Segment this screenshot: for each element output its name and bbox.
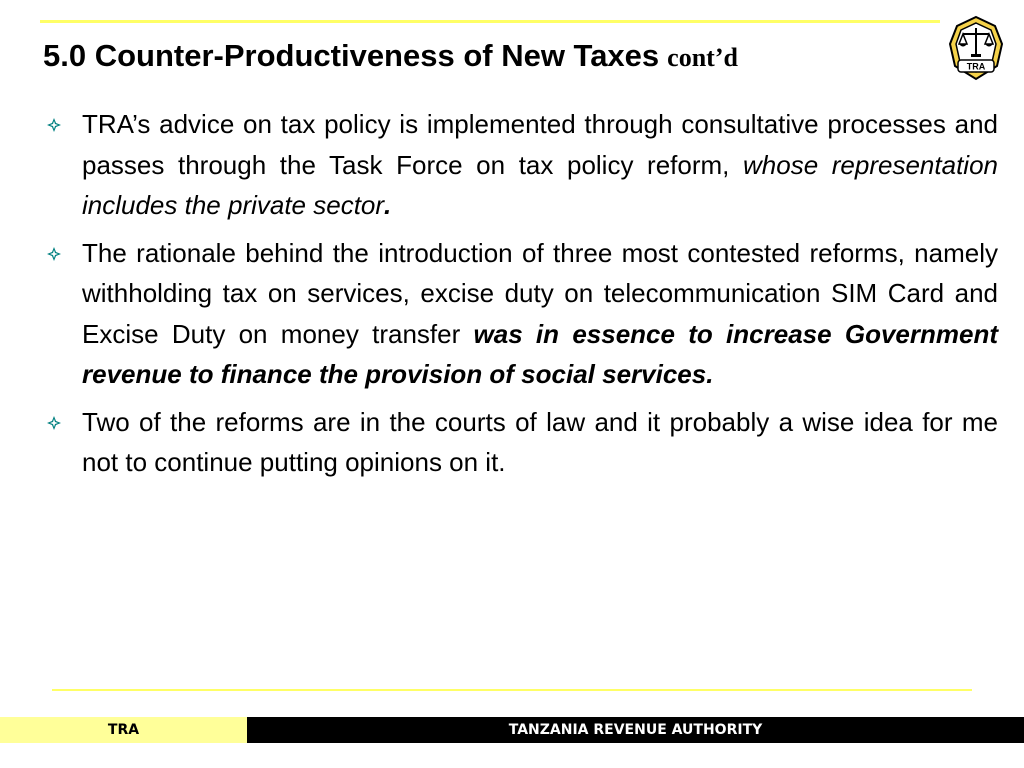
bottom-rule <box>52 689 972 691</box>
footer-bar <box>0 717 1024 743</box>
footer-left-label: TRA <box>0 717 247 743</box>
tra-logo <box>945 14 1007 82</box>
top-rule <box>40 20 940 23</box>
bullet-item <box>44 233 998 395</box>
bullet-text: The rationale behind the introduction of three most contested reforms, namely withholding tax on services, excise duty on telecommunication SIM Card and Excise Duty on money transfer was in essence to increase Government revenue to finance the provision of social services. <box>82 237 998 389</box>
diamond-bullet-icon <box>44 104 82 137</box>
footer-right-label: TANZANIA REVENUE AUTHORITY <box>508 722 763 738</box>
logo-text: TRA <box>966 61 986 72</box>
slide-title: 5.0 Counter-Productiveness of New Taxes <box>43 38 660 73</box>
diamond-bullet-icon <box>44 402 82 435</box>
bullet-list <box>44 104 998 490</box>
bullet-text: Two of the reforms are in the courts of law and it probably a wise idea for me not to continue putting opinions on it. <box>82 406 998 477</box>
bullet-item <box>44 402 998 483</box>
diamond-bullet-icon <box>44 233 82 266</box>
bullet-text: TRA’s advice on tax policy is implemented through consultative processes and passes through the Task Force on tax policy reform, whose representation includes the private sector. <box>82 109 998 220</box>
tra-emblem-icon <box>945 14 1007 82</box>
bullet-item <box>44 104 998 226</box>
slide-title-suffix: cont’d <box>667 43 738 72</box>
title-row <box>43 38 738 74</box>
